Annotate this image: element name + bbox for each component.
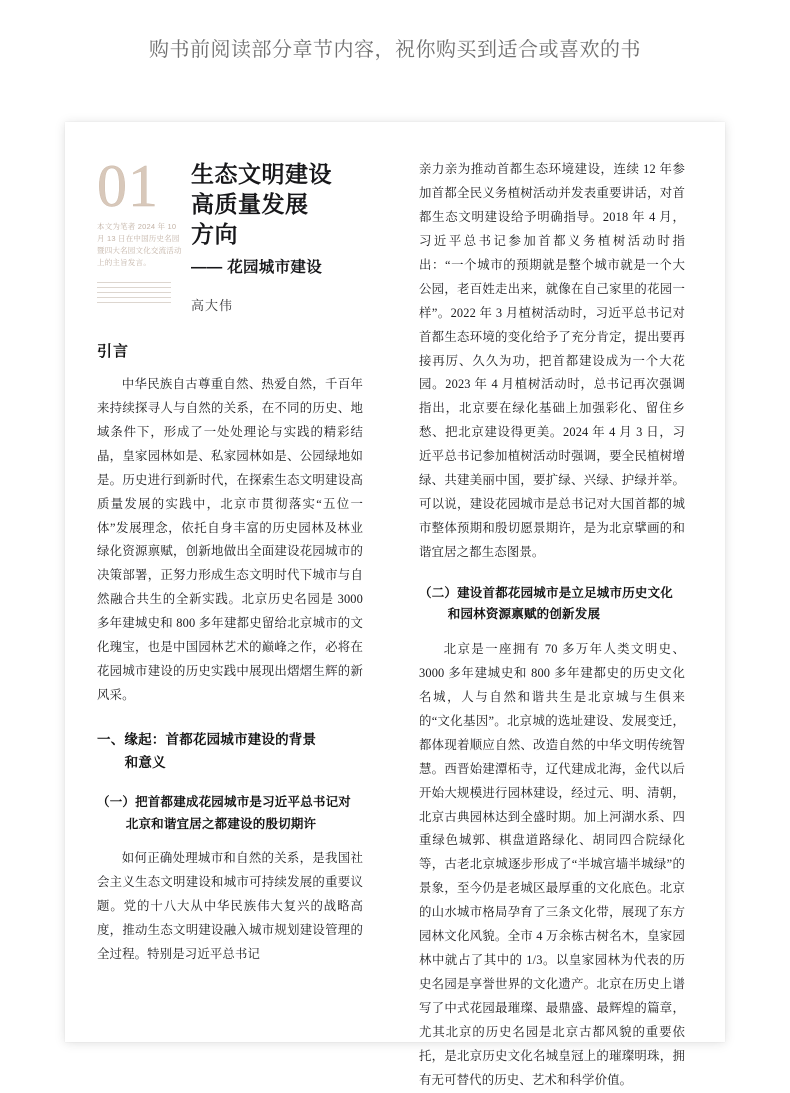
left-column (97, 153, 363, 1042)
page-title (191, 160, 363, 250)
chapter-footnote: 本文为笔者 2024 年 10 月 13 日在中国历史名园暨四大名园文化交流活动上的主旨发言。 (97, 222, 182, 268)
intro-heading: 引言 (97, 342, 130, 360)
subsection-heading-2-continuation: 和园林资源禀赋的创新发展 (447, 607, 601, 622)
subsection-paragraph-2: 北京是一座拥有 70 多万年人类文明史、3000 多年建城史和 800 多年建都史的历史文化名城，人与自然和谐共生是北京城与生俱来的“文化基因”。北京城的选址建设、发展变迁，都体现着顺应自然、改造自然的中华文明传统智慧。西晋始建潭柘寺，辽代建成北海，金代以后开始大规模进行园林建设，经过元、明、清朝，北京古典园林达到全盛时期。加上河湖水系、四重绿色城郭、棋盘道路绿化、胡同四合院绿化等，古老北京城逐步形成了“半城宫墙半城绿”的景象，至今仍是老城区最厚重的文化底色。北京的山水城市格局孕育了三条文化带，展现了东方园林文化风貌。全市 4 万余栋古树名木，皇家园林中就占了其中的 1/3。以皇家园林为代表的历史名园是享誉世界的文化遗产。北京在历史上谱写了中式花园最璀璨、最鼎盛、最辉煌的篇章，尤其北京的历史名园是北京古都风貌的重要依托，是北京历史文化名城皇冠上的璀璨明珠，拥有无可替代的历史、艺术和科学价值。 (419, 641, 685, 1087)
intro-paragraph: 中华民族自古尊重自然、热爱自然，千百年来持续探寻人与自然的关系，在不同的历史、地域条件下，形成了一处处理论与实践的精彩结晶，皇家园林如是、私家园林如是、公园绿地如是。历史进行到新时代，在探索生态文明建设高质量发展的实践中，北京市贯彻落实“五位一体”发展理念，依托自身丰富的历史园林及林业绿化资源禀赋，创新地做出全面建设花园城市的决策部署，正努力形成生态文明时代下城市与自然融合共生的全新实践。北京历史名园是 3000 多年建城史和 800 多年建都史留给北京城市的文化瑰宝，也是中国园林艺术的巅峰之作，必将在花园城市建设的历史实践中展现出熠熠生辉的新风采。 (97, 376, 363, 703)
chapter-masthead (97, 153, 363, 314)
chapter-title-line-1: 生态文明建设 (191, 161, 332, 187)
chapter-title-line-2: 高质量发展 (191, 190, 309, 217)
decorative-lines-icon (97, 282, 171, 303)
page-content (65, 122, 725, 1087)
section-heading-1-continuation: 和意义 (124, 755, 166, 771)
subsection-paragraph-1: 如何正确处理城市和自然的关系，是我国社会主义生态文明建设和城市可持续发展的重要议题。党的十八大从中华民族伟大复兴的战略高度，推动生态文明建设融入城市规划建设管理的全过程。特别是习近平总书记 (97, 851, 363, 962)
chapter-title-line-3: 方向 (191, 220, 238, 247)
continued-paragraph: 亲力亲为推动首都生态环境建设，连续 12 年参加首都全民义务植树活动并发表重要讲话，对首都生态文明建设给予明确指导。2018 年 4 月，习近平总书记参加首都义务植树活动时指出：“一个城市的预期就是整个城市就是一个大公园，老百姓走出来，就像在自己家里的花园一样”。2022 年 3 月植树活动时，习近平总书记对首都生态环境的变化给予了充分肯定，提出要再接再厉、久久为功，把首都建设成为一个大花园。2023 年 4 月植树活动时，总书记再次强调指出，北京要在绿化基础上加强彩化、留住乡愁、把北京建设得更美。2024 年 4 月 3 日，习近平总书记参加植树活动时强调，要全民植树增绿、共建美丽中国，要扩绿、兴绿、护绿并举。可以说，建设花园城市是总书记对大国首都的城市整体预期和殷切愿景期许，是为北京擘画的和谐宜居之都生态图景。 (419, 162, 685, 559)
subsection-heading-1-prefix: （一）把首都建成花园城市是习近平总书记对 (97, 795, 352, 810)
book-page (65, 122, 725, 1087)
chapter-subtitle: —— 花园城市建设 (191, 258, 323, 276)
chapter-meta-block (97, 153, 191, 307)
subsection-heading-2 (419, 583, 685, 626)
subsection-heading-2-prefix: （二）建设首都花园城市是立足城市历史文化 (419, 585, 674, 600)
promo-banner-text: 购书前阅读部分章节内容，祝你购买到适合或喜欢的书 (149, 39, 641, 61)
promo-banner (0, 0, 790, 95)
right-column (419, 158, 685, 1087)
subsection-heading-1-continuation: 北京和谐宜居之都建设的殷切期许 (125, 816, 317, 831)
section-heading-1-prefix: 一、缘起：首都花园城市建设的背景 (97, 732, 317, 748)
chapter-title-block (191, 158, 363, 314)
subsection-heading-1 (97, 792, 363, 835)
section-heading-1 (97, 728, 363, 774)
author-name: 高大伟 (191, 297, 234, 313)
chapter-number: 01 (97, 153, 159, 219)
